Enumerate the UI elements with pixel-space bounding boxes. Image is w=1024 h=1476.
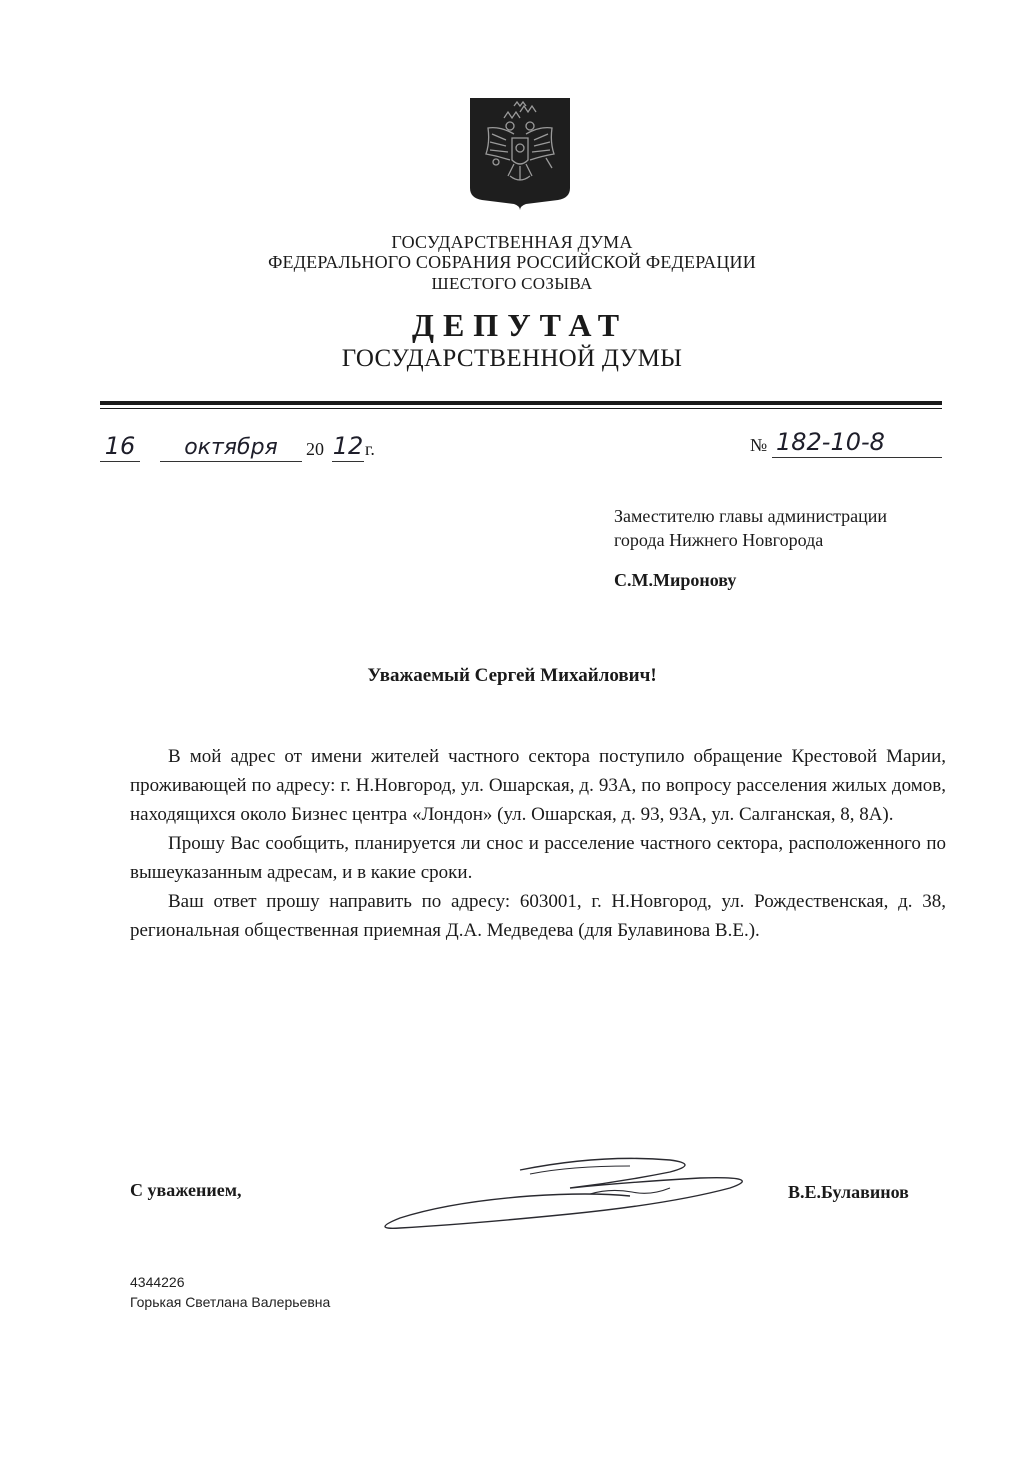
date-month-underline	[160, 461, 302, 462]
addressee-name: С.М.Миронову	[614, 570, 737, 590]
letter-body	[130, 742, 946, 945]
letterhead-rule-thick	[100, 401, 942, 405]
date-year-underline	[332, 461, 364, 462]
reference-number-value: 182-10-8	[776, 428, 885, 456]
letterhead-title: ДЕПУТАТ	[411, 307, 629, 343]
date-year: 12	[332, 432, 364, 460]
coat-of-arms-emblem	[470, 98, 570, 210]
body-paragraph-1: В мой адрес от имени жителей частного сектора поступило обращение Крестовой Марии, проживающей по адресу: г. Н.Новгород, ул. Ошарская, д. 93А, по вопросу расселения жилых домов, находящихся около Бизнес центра «Лондон» (ул. Ошарская, д. 93, 93А, ул. Салганская, 8, 8А).	[130, 746, 946, 825]
executor-name: Горькая Светлана Валерьевна	[130, 1294, 331, 1310]
reference-number-underline	[772, 457, 942, 458]
org-name-line-2: ФЕДЕРАЛЬНОГО СОБРАНИЯ РОССИЙСКОЙ ФЕДЕРАЦИИ	[268, 252, 756, 272]
date-day: 16	[104, 432, 136, 460]
signer-name: В.Е.Булавинов	[788, 1182, 909, 1202]
number-sign: №	[750, 435, 768, 455]
addressee-position: Заместителю главы администрации	[614, 506, 888, 526]
letter-date	[100, 428, 390, 464]
closing-phrase: С уважением,	[130, 1180, 242, 1200]
executor-phone: 4344226	[130, 1274, 185, 1290]
org-name-line-1: ГОСУДАРСТВЕННАЯ ДУМА	[391, 232, 633, 252]
salutation: Уважаемый Сергей Михайлович!	[367, 665, 657, 686]
letterhead-rule-thin	[100, 408, 942, 409]
body-paragraph-3: Ваш ответ прошу направить по адресу: 603001, г. Н.Новгород, ул. Рождественская, д. 38, региональная общественная приемная Д.А. Медведева (для Булавинова В.Е.).	[130, 891, 946, 941]
letterhead-subtitle: ГОСУДАРСТВЕННОЙ ДУМЫ	[341, 345, 683, 372]
org-name-line-3: ШЕСТОГО СОЗЫВА	[431, 274, 593, 293]
addressee-organization: города Нижнего Новгорода	[614, 530, 824, 550]
date-century: 20	[306, 439, 324, 459]
date-month: октября	[184, 435, 278, 460]
date-day-underline	[100, 461, 140, 462]
reference-number	[750, 424, 942, 462]
date-year-suffix: г.	[365, 439, 375, 459]
body-paragraph-2: Прошу Вас сообщить, планируется ли снос и расселение частного сектора, расположенного по вышеуказанным адресам, и в какие сроки.	[130, 833, 946, 883]
handwritten-signature	[370, 1148, 770, 1238]
